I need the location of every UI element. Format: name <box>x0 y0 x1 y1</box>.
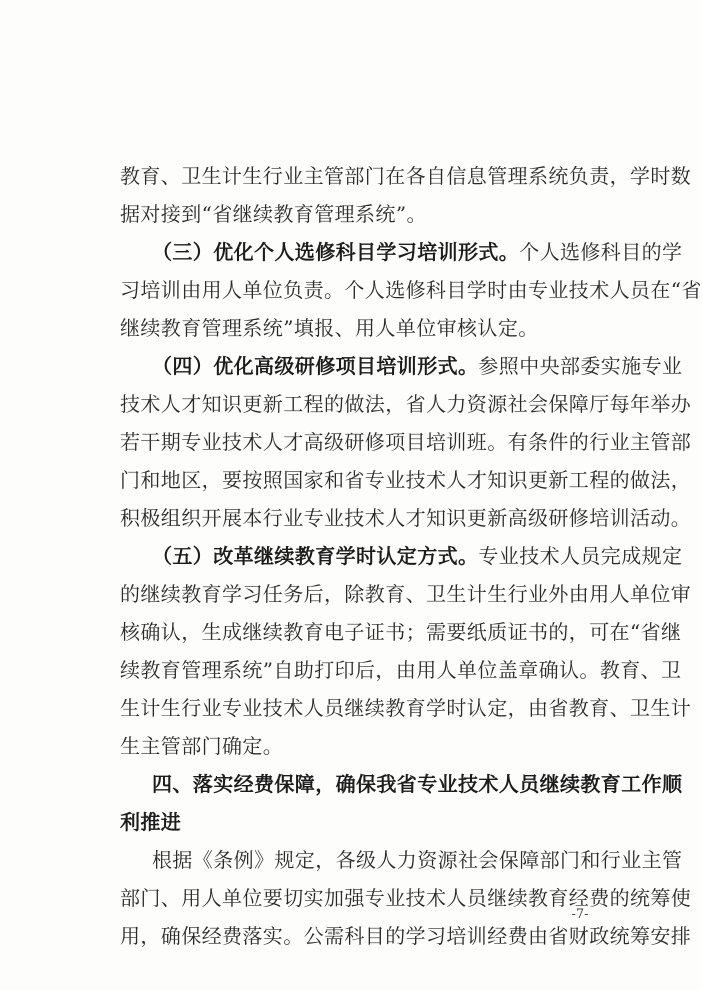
body-line <box>152 842 683 878</box>
line-text: 门和地区，要按照国家和省专业技术人才知识更新工程的做法， <box>120 468 692 492</box>
body-line <box>152 538 683 574</box>
body-line <box>120 462 692 498</box>
body-line <box>120 880 692 916</box>
line-text: 教育、卫生计生行业主管部门在各自信息管理系统负责，学时数 <box>120 164 692 188</box>
section-heading-4: （四）优化高级研修项目培训形式。 <box>152 354 479 378</box>
line-text: 个人选修科目的学 <box>519 240 683 264</box>
body-line <box>120 576 692 612</box>
body-line <box>120 196 606 232</box>
line-text: 用，确保经费落实。公需科目的学习培训经费由省财政统筹安排 <box>120 924 692 948</box>
body-line <box>152 348 683 384</box>
body-line <box>120 614 682 650</box>
line-text: 生主管部门确定。 <box>120 734 284 758</box>
line-text: 积极组织开展本行业专业技术人才知识更新高级研修培训活动。 <box>120 506 692 530</box>
section-heading-5: （五）改革继续教育学时认定方式。 <box>152 544 479 568</box>
body-line <box>120 728 606 764</box>
line-text: 部门、用人单位要切实加强专业技术人员继续教育经费的统筹使 <box>120 886 692 910</box>
body-line <box>120 386 692 422</box>
chapter-heading-text: 四、落实经费保障，确保我省专业技术人员继续教育工作顺 <box>152 772 683 796</box>
body-line <box>120 310 606 346</box>
line-text: 参照中央部委实施专业 <box>478 354 683 378</box>
line-text: 的继续教育学习任务后，除教育、卫生计生行业外由用人单位审 <box>120 582 692 606</box>
line-text: 核确认，生成继续教育电子证书；需要纸质证书的，可在“省继 <box>120 620 682 644</box>
line-text: 习培训由用人单位负责。个人选修科目学时由专业技术人员在“省 <box>120 278 702 302</box>
body-line <box>120 690 692 726</box>
chapter-heading <box>152 766 683 802</box>
line-text: 生计生行业专业技术人员继续教育学时认定，由省教育、卫生计 <box>120 696 692 720</box>
chapter-heading-continued <box>120 804 606 840</box>
chapter-heading-text: 利推进 <box>120 810 182 834</box>
body-line <box>120 424 692 460</box>
body-line <box>152 234 683 270</box>
line-text: 续教育管理系统”自助打印后，由用人单位盖章确认。教育、卫 <box>120 658 682 682</box>
line-text: 根据《条例》规定，各级人力资源社会保障部门和行业主管 <box>152 848 683 872</box>
body-line <box>120 158 692 194</box>
section-heading-3: （三）优化个人选修科目学习培训形式。 <box>152 240 520 264</box>
body-line <box>120 918 692 954</box>
line-text: 专业技术人员完成规定 <box>478 544 683 568</box>
line-text: 技术人才知识更新工程的做法，省人力资源社会保障厅每年举办 <box>120 392 692 416</box>
body-line <box>120 652 682 688</box>
body-line <box>120 272 702 308</box>
page-number: -7- <box>571 907 589 922</box>
line-text: 若干期专业技术人才高级研修项目培训班。有条件的行业主管部 <box>120 430 692 454</box>
line-text: 据对接到“省继续教育管理系统”。 <box>120 202 427 226</box>
body-line <box>120 500 692 536</box>
line-text: 继续教育管理系统”填报、用人单位审核认定。 <box>120 316 539 340</box>
